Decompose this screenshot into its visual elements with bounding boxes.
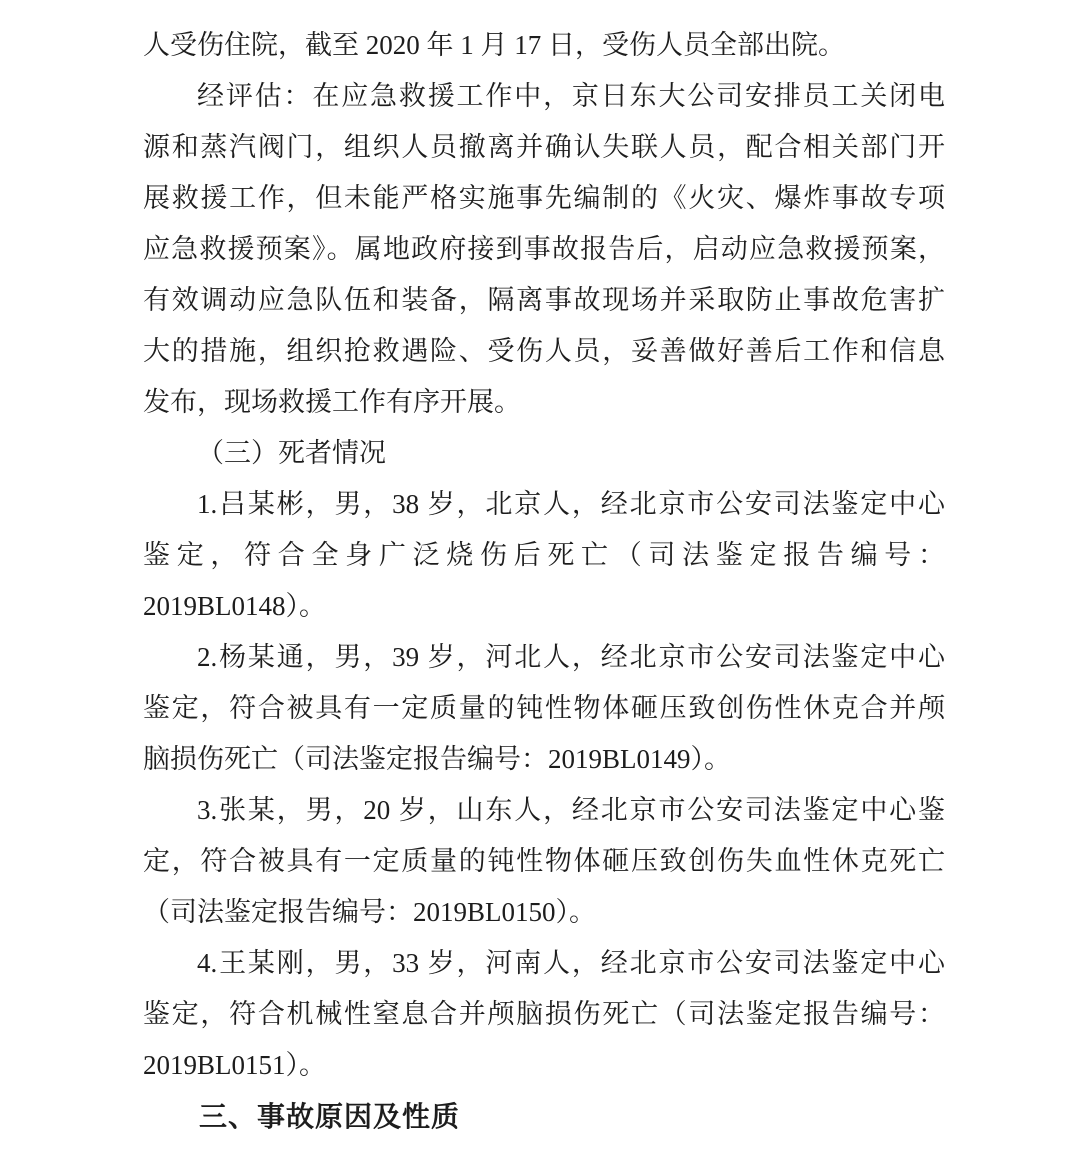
doc-line: 鉴定，符合被具有一定质量的钝性物体砸压致创伤性休克合并颅 [143,693,945,723]
doc-line: 2019BL0148）。 [143,591,327,621]
doc-line: 鉴定，符合机械性窒息合并颅脑损伤死亡（司法鉴定报告编号： [143,999,945,1029]
doc-line: 展救援工作，但未能严格实施事先编制的《火灾、爆炸事故专项 [143,183,945,213]
doc-line: 4.王某刚，男，33 岁，河南人，经北京市公安司法鉴定中心 [197,948,945,978]
doc-line: 大的措施，组织抢救遇险、受伤人员，妥善做好善后工作和信息 [143,336,945,366]
doc-line: 1.吕某彬，男，38 岁，北京人，经北京市公安司法鉴定中心 [197,489,945,519]
doc-line: 3.张某，男，20 岁，山东人，经北京市公安司法鉴定中心鉴 [197,795,945,825]
subsection-heading-deceased-info: （三）死者情况 [197,438,386,468]
doc-line: 源和蒸汽阀门，组织人员撤离并确认失联人员，配合相关部门开 [143,132,945,162]
doc-line: 脑损伤死亡（司法鉴定报告编号：2019BL0149）。 [143,744,732,774]
doc-line: 发布，现场救援工作有序开展。 [143,387,521,417]
doc-line: 2019BL0151）。 [143,1050,327,1080]
doc-line: 鉴定，符合全身广泛烧伤后死亡（司法鉴定报告编号： [143,540,945,570]
doc-line: 定，符合被具有一定质量的钝性物体砸压致创伤失血性休克死亡 [143,846,945,876]
doc-line: （司法鉴定报告编号：2019BL0150）。 [143,897,597,927]
doc-line: 经评估：在应急救援工作中，京日东大公司安排员工关闭电 [197,81,945,111]
doc-line: 应急救援预案》。属地政府接到事故报告后，启动应急救援预案， [143,234,945,264]
section-heading-accident-cause-nature: 三、事故原因及性质 [199,1101,461,1132]
doc-line: 人受伤住院，截至 2020 年 1 月 17 日，受伤人员全部出院。 [143,30,845,60]
doc-line: 有效调动应急队伍和装备，隔离事故现场并采取防止事故危害扩 [143,285,945,315]
document-body [143,20,945,1142]
doc-line: 2.杨某通，男，39 岁，河北人，经北京市公安司法鉴定中心 [197,642,945,672]
